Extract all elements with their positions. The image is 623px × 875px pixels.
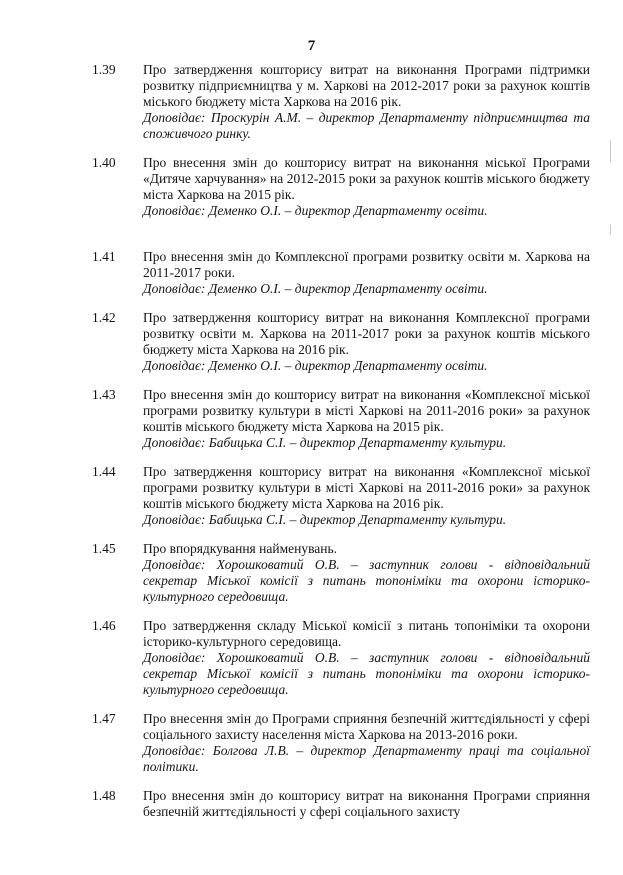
item-speaker: Доповідає: Бабицька С.І. – директор Департаменту культури. [143,512,507,527]
item-body [143,155,590,219]
item-title: Про затвердження складу Міської комісії з питань топоніміки та охорони історико-культурного середовища. [143,618,590,649]
item-speaker: Доповідає: Бабицька С.І. – директор Департаменту культури. [143,435,507,450]
agenda-item [0,62,623,142]
item-number: 1.46 [92,618,116,633]
agenda-item [0,711,623,775]
item-body [143,788,590,820]
item-title: Про внесення змін до Програми сприяння безпечній життєдіяльності у сфері соціального захисту населення міста Харкова на 2013-2016 роки. [143,711,590,742]
page-number: 7 [307,38,316,54]
item-body [143,541,590,605]
item-number: 1.42 [92,310,116,325]
item-number: 1.39 [92,62,116,77]
agenda-item [0,788,623,820]
item-title: Про затвердження кошторису витрат на виконання «Комплексної міської програми розвитку культури в місті Харкові на 2011-2016 роки» за рахунок коштів міського бюджету міста Харкова на 2016 рік. [143,464,590,511]
item-body [143,387,590,451]
item-body [143,464,590,528]
item-speaker: Доповідає: Деменко О.І. – директор Департаменту освіти. [143,281,488,296]
item-number: 1.48 [92,788,116,803]
item-title: Про внесення змін до Комплексної програми розвитку освіти м. Харкова на 2011-2017 роки. [143,249,590,280]
item-speaker: Доповідає: Хорошковатий О.В. – заступник голови - відповідальний секретар Міської комісії з питань топоніміки та охорони історико-культурного середовища. [143,650,590,697]
item-body [143,618,590,698]
item-number: 1.45 [92,541,116,556]
agenda-item [0,155,623,219]
item-speaker: Доповідає: Болгова Л.В. – директор Департаменту праці та соціальної політики. [143,743,590,774]
item-number: 1.41 [92,249,116,264]
item-title: Про внесення змін до кошторису витрат на виконання міської Програми «Дитяче харчування» на 2012-2015 роки за рахунок коштів міського бюджету міста Харкова на 2015 рік. [143,155,590,202]
item-body [143,62,590,142]
agenda-item [0,387,623,451]
item-number: 1.44 [92,464,116,479]
item-speaker: Доповідає: Деменко О.І. – директор Департаменту освіти. [143,203,488,218]
item-speaker: Доповідає: Деменко О.І. – директор Департаменту освіти. [143,358,488,373]
agenda-item [0,541,623,605]
item-body [143,711,590,775]
item-number: 1.40 [92,155,116,170]
item-title: Про затвердження кошторису витрат на виконання Комплексної програми розвитку освіти м. Харкова на 2011-2017 роки за рахунок коштів міського бюджету міста Харкова на 2016 рік. [143,310,590,357]
agenda-item [0,464,623,528]
agenda-item [0,618,623,698]
item-title: Про впорядкування найменувань. [143,541,338,556]
agenda-item [0,249,623,297]
agenda-item [0,310,623,374]
item-number: 1.43 [92,387,116,402]
item-body [143,249,590,297]
item-speaker: Доповідає: Проскурін А.М. – директор Департаменту підприємництва та споживчого ринку. [143,110,590,141]
item-title: Про затвердження кошторису витрат на виконання Програми підтримки розвитку підприємництва у м. Харкові на 2012-2017 роки за рахунок коштів міського бюджету міста Харкова на 2016 рік. [143,62,590,109]
item-speaker: Доповідає: Хорошковатий О.В. – заступник голови - відповідальний секретар Міської комісії з питань топоніміки та охорони історико-культурного середовища. [143,557,590,604]
agenda-list [0,62,623,833]
item-number: 1.47 [92,711,116,726]
item-title: Про внесення змін до кошторису витрат на виконання Програми сприяння безпечній життєдіяльності у сфері соціального захисту [143,788,590,819]
item-body [143,310,590,374]
item-title: Про внесення змін до кошторису витрат на виконання «Комплексної міської програми розвитку культури в місті Харкові на 2011-2016 роки» за рахунок коштів міського бюджету міста Харкова на 2015 рік. [143,387,590,434]
